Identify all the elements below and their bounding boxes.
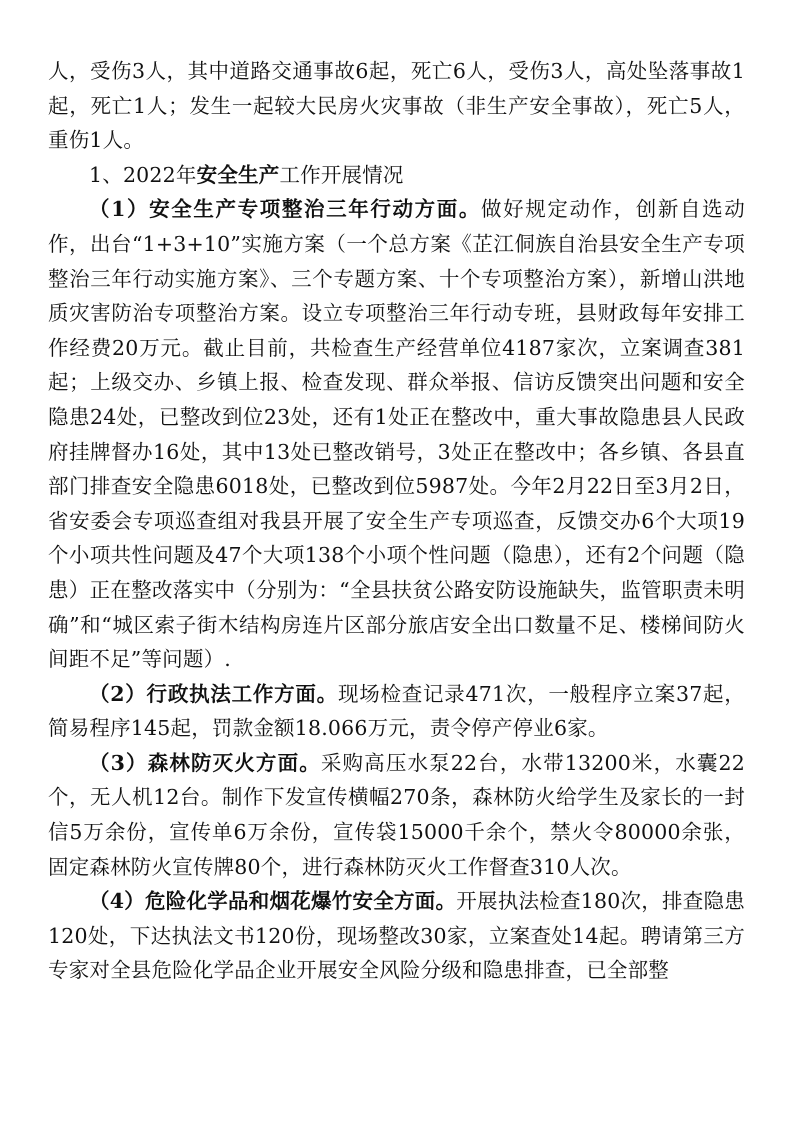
item-lead-4: （4）危险化学品和烟花爆竹安全方面。 (89, 889, 457, 914)
item-lead-2: （2）行政执法工作方面。 (89, 681, 338, 706)
item-lead-3: （3）森林防灭火方面。 (89, 750, 321, 775)
item-body-1: 做好规定动作，创新自选动作，出台“1+3+10”实施方案（一个总方案《芷江侗族自治县安全生产专项整治三年行动实施方案》、三个专题方案、十个专项整治方案），新增山洪地质灾害防治专项整治方案。设立专项整治三年行动专班，县财政每年安排工作经费20万元。截止目前，共检查生产经营单位4187家次，立案调查381起；上级交办、乡镇上报、检查发现、群众举报、信访反馈突出问题和安全隐患24处，已整改到位23处，还有1处正在整改中，重大事故隐患县人民政府挂牌督办16处，其中13处已整改销号，3处正在整改中；各乡镇、各县直部门排查安全隐患6018处，已整改到位5987处。今年2月22日至3月2日，省安委会专项巡查组对我县开展了安全生产专项巡查，反馈交办6个大项19个小项共性问题及47个大项138个小项个性问题（隐患），还有2个问题（隐患）正在整改落实中（分别为：“全县扶贫公路安防设施缺失，监管职责未明确”和“城区索子街木结构房连片区部分旅店安全出口数量不足、楼梯间防火间距不足”等问题）. (48, 197, 745, 672)
item-lead-1: （1）安全生产专项整治三年行动方面。 (89, 197, 481, 222)
item-paragraph-4 (48, 884, 745, 988)
section-heading-rest: 工作开展情况 (279, 162, 404, 187)
item-body-2: 现场检查记录471次，一般程序立案37起，简易程序145起，罚款金额18.066万元，责令停产停业6家。 (48, 681, 745, 741)
section-heading (48, 158, 745, 193)
section-heading-bold: 安全生产 (196, 162, 280, 187)
item-paragraph-3 (48, 746, 745, 884)
item-paragraph-2 (48, 677, 745, 746)
item-paragraph-1 (48, 192, 745, 676)
document-page (48, 54, 745, 988)
intro-paragraph: 人，受伤3人，其中道路交通事故6起，死亡6人，受伤3人，高处坠落事故1起，死亡1人；发生一起较大民房火灾事故（非生产安全事故），死亡5人，重伤1人。 (48, 59, 745, 153)
section-heading-number: 1、2022年 (89, 162, 197, 187)
item-body-3: 采购高压水泵22台，水带13200米，水囊22个，无人机12台。制作下发宣传横幅270条，森林防火给学生及家长的一封信5万余份，宣传单6万余份，宣传袋15000千余个，禁火令80000余张，固定森林防火宣传牌80个，进行森林防灭火工作督查310人次。 (48, 750, 745, 879)
item-body-4: 开展执法检查180次，排查隐患120处，下达执法文书120份，现场整改30家，立案查处14起。聘请第三方专家对全县危险化学品企业开展安全风险分级和隐患排查，已全部整 (48, 889, 745, 983)
